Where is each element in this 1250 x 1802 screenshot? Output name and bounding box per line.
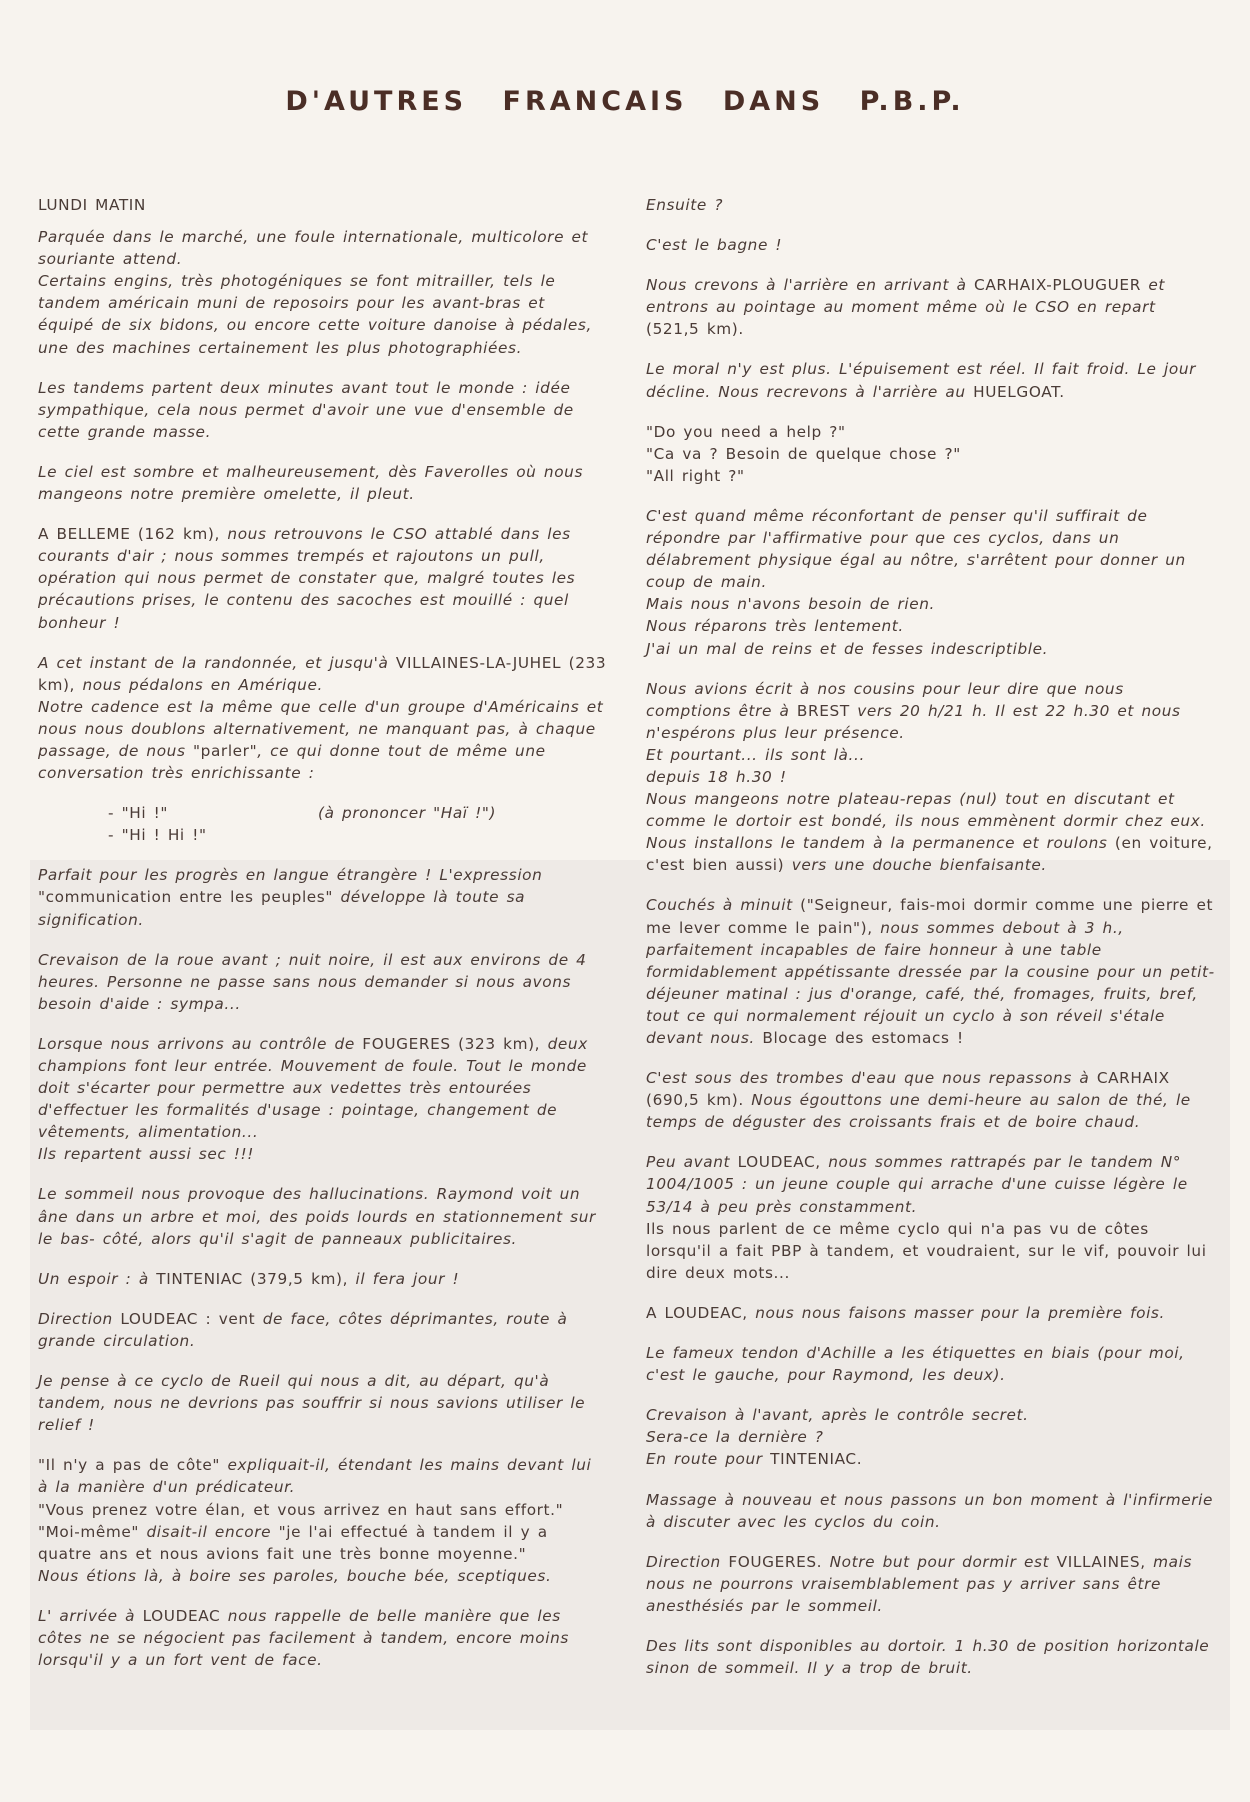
paragraph [38,696,608,784]
roman-text: "Moi-même" [38,1522,147,1541]
paragraph [646,1067,1216,1133]
paragraph [38,652,608,696]
italic-text: deux champions font leur entrée. Mouvement de foule. Tout le monde doit s'écarter pour permettre aux vedettes très entourées d'effectuer les formalités d'usage : pointage, changement de vêtements, alimentation... [38,1034,588,1142]
italic-text: développe là toute sa signification. [38,888,526,929]
dialogue-note: (à prononcer "Haï !") [318,804,497,823]
italic-text: C'est quand même réconfortant de penser qu'il suffirait de répondre par l'affirmative pour que ces cyclos, dans un délabrement physique égal au nôtre, s'arrêtent pour donner un coup de main. [646,506,1186,592]
italic-text: il fera jour ! [355,1269,460,1288]
italic-text: et entrons au pointage au moment même où le CSO en repart [646,276,1165,317]
paragraph [646,358,1216,402]
roman-text: A BELLEME (162 km), [38,525,228,544]
paragraph [646,274,1216,340]
roman-text: "communication entre les peuples" [38,888,341,907]
paragraph [646,593,1216,615]
italic-text: Un espoir : à [38,1269,157,1288]
italic-text: nous sommes rattrapés par le tandem N° 1004/1005 : un jeune couple qui arrache d'une cuisse légère le 53/14 à peu près constamment. [646,1153,1188,1216]
paragraph [646,1426,1216,1448]
italic-text: C'est le bagne ! [646,236,783,255]
dialogue-quote: - "Hi ! Hi !" [108,826,207,845]
roman-text: BREST [796,701,850,720]
paragraph [646,1151,1216,1217]
roman-text: (521,5 km). [646,320,744,339]
italic-text: Direction [38,1309,121,1328]
paragraph [38,864,608,930]
italic-text: mais nous ne pourrons vraisemblablement pas y arriver sans être anesthésiés par le sommeil. [646,1552,1193,1615]
italic-text: Le moral n'y est plus. L'épuisement est réel. Il fait froid. Le jour décline. Nous recrevons à l'arrière au [646,360,1197,401]
paragraph [646,766,1216,788]
paragraph [38,1605,608,1671]
italic-text: Crevaison à l'avant, après le contrôle secret. [646,1406,1029,1425]
roman-text: "Il n'y a pas de côte" [38,1456,228,1475]
italic-text: nous pédalons en Amérique. [82,675,323,694]
roman-text: CARHAIX-PLOUGUER [974,276,1141,295]
dialogue-quote: - "Hi !" [108,804,169,823]
roman-text: "parler" [193,741,258,760]
italic-text: Nous avions écrit à nos cousins pour leur dire que nous comptions être à [646,679,1124,720]
paragraph [646,465,1216,487]
italic-text: Notre but pour dormir est [829,1552,1057,1571]
italic-text: Les tandems partent deux minutes avant tout le monde : idée sympathique, cela nous permet d'avoir une vue d'ensemble de cette grande masse. [38,378,574,441]
italic-text: vers 20 h/21 h. Il est 22 h.30 et nous n'espérons plus leur présence. [646,701,1181,742]
italic-text: Le sommeil nous provoque des hallucinations. Raymond voit un âne dans un arbre et moi, des poids lourds en stationnement sur le bas- côté, alors qu'il s'agit de panneaux publicitaires. [38,1185,596,1248]
roman-text: LOUDEAC : vent [120,1309,263,1328]
paragraph [646,505,1216,593]
roman-text: "Do you need a help ?" [646,422,846,441]
italic-text: Sera-ce la dernière ? [646,1428,824,1447]
roman-text: "All right ?" [646,466,745,485]
paragraph [38,1565,608,1587]
roman-text: VILLAINES, [1056,1552,1146,1571]
italic-text: Nous étions là, à boire ses paroles, bouche bée, sceptiques. [38,1566,552,1585]
italic-text: Je pense à ce cyclo de Rueil qui nous a dit, au départ, qu'à tandem, nous ne devrions pas souffrir si nous savions utiliser le relief ! [38,1372,586,1435]
left-paragraphs-main [38,864,608,1671]
italic-text: Des lits sont disponibles au dortoir. 1 h.30 de position horizontale sinon de sommeil. Il y a trop de bruit. [646,1636,1210,1678]
paragraph [646,1404,1216,1426]
paragraph [646,638,1216,660]
italic-text: Crevaison de la roue avant ; nuit noire, il est aux environs de 4 heures. Personne ne passe sans nous demander si nous avons besoin d'aide : sympa... [38,950,587,1013]
italic-text: de face, côtes déprimantes, route à grande circulation. [38,1309,568,1350]
italic-text: depuis 18 h.30 ! [646,767,787,786]
italic-text: Peu avant [646,1153,738,1172]
roman-text: A LOUDEAC, [646,1303,756,1322]
paragraph [646,832,1216,876]
italic-text: vers une douche bienfaisante. [791,856,1047,875]
right-column [646,194,1216,1697]
italic-text: Et pourtant... ils sont là... [646,745,865,764]
paragraph [646,894,1216,1049]
italic-text: Le ciel est sombre et malheureusement, dès Faverolles où nous mangeons notre première omelette, il pleut. [38,462,584,504]
roman-text: CARHAIX (690,5 km). [646,1069,1170,1110]
italic-text: nous rappelle de belle manière que les côtes ne se négocient pas facilement à tandem, encore moins lorsqu'il y a un fort vent de face. [38,1606,569,1670]
paragraph [38,1183,608,1249]
paragraph [646,615,1216,637]
italic-text: nous retrouvons le CSO attablé dans les courants d'air ; nous sommes trempés et rajoutons un pull, opération qui nous permet de constater que, malgré toutes les précautions prises, le contenu des sacoches est mouillé : quel bonheur ! [38,525,576,632]
paragraph [38,949,608,1015]
italic-text: Couchés à minuit [646,896,801,915]
italic-text: Parfait pour les progrès en langue étrangère ! L'expression [38,866,543,885]
italic-text: Nous réparons très lentement. [646,617,904,636]
paragraph [38,377,608,443]
italic-text: , ce qui donne tout de même une conversation très enrichissante : [38,741,546,783]
paragraph [646,1302,1216,1324]
roman-text: "je l'ai effectué à tandem il y a quatre ans et nous avions fait une très bonne moyenne." [38,1522,548,1563]
section-heading: LUNDI MATIN [38,196,146,214]
paragraph [646,1218,1216,1284]
roman-text: (en voiture, c'est bien aussi) [646,834,1213,875]
paragraph [38,270,608,358]
roman-text: FOUGERES. [728,1552,830,1571]
italic-text: En route pour [646,1450,771,1469]
italic-text: Massage à nouveau et nous passons un bon moment à l'infirmerie à discuter avec les cyclos du coin. [646,1490,1214,1531]
italic-text: disait-il encore [146,1522,279,1541]
italic-text: expliquait-il, étendant les mains devant lui à la manière d'un prédicateur. [38,1456,592,1497]
italic-text: Nous mangeons notre plateau-repas (nul) tout en discutant et comme le dortoir est bondé, ils nous emmènent dormir chez eux. [646,790,1206,831]
dialogue-block [38,802,608,846]
roman-text: "Vous prenez votre élan, et vous arrivez en haut sans effort." [38,1500,564,1519]
italic-text: J'ai un mal de reins et de fesses indescriptible. [646,639,1049,658]
italic-text: L' arrivée à [38,1606,143,1625]
italic-text: nous sommes debout à 3 h., parfaitement incapables de faire honneur à une table formidablement appétissante dressée par la cousine pour un petit-déjeuner matinal : jus d'orange, café, thé, fromages, fruits, bref, tout ce qui normalement réjouit un cyclo à son réveil s'étale devant nous. [646,918,1215,1047]
roman-text: Ils nous parlent de ce même cyclo qui n'a pas vu de côtes lorsqu'il a fait PBP à tandem, et voudraient, sur le vif, pouvoir lui dire deux mots... [646,1219,1207,1282]
paragraph [646,443,1216,465]
italic-text: Lorsque nous arrivons au contrôle de [38,1034,363,1053]
paragraph [38,1454,608,1498]
paragraph [646,1551,1216,1617]
paragraph [38,461,608,505]
roman-text: LOUDEAC, [737,1153,829,1172]
roman-text: HUELGOAT. [973,382,1065,401]
dialogue-line [38,802,608,824]
paragraph [38,523,608,633]
paragraph [38,1143,608,1165]
paragraph [646,234,1216,256]
italic-text: Nous crevons à l'arrière en arrivant à [646,276,975,295]
paragraph [646,744,1216,766]
paragraph [38,1499,608,1521]
right-paragraphs [646,194,1216,1679]
paragraph [38,1370,608,1436]
roman-text: LOUDEAC [142,1606,228,1625]
paragraph [646,1448,1216,1470]
roman-text: Blocage des estomacs ! [762,1029,964,1047]
italic-text: Ensuite ? [646,196,724,214]
italic-text: Le fameux tendon d'Achille a les étiquettes en biais (pour moi, c'est le gauche, pour Raymond, les deux). [646,1344,1185,1385]
dialogue-line [38,824,608,846]
italic-text: Notre cadence est la même que celle d'un groupe d'Américains et nous nous doublons alternativement, ne manquant pas, à chaque passage, de nous [38,697,604,760]
italic-text: Nous installons le tandem à la permanence et roulons [646,834,1115,853]
paragraph [646,1489,1216,1533]
roman-text: "Ca va ? Besoin de quelque chose ?" [646,444,961,463]
roman-text: TINTENIAC (379,5 km), [156,1269,356,1288]
paragraph [646,788,1216,832]
italic-text: C'est sous des trombes d'eau que nous repassons à [646,1069,1097,1088]
roman-text: TINTENIAC. [770,1450,863,1469]
roman-text: VILLAINES-LA-JUHEL (233 km), [38,653,607,694]
paragraph [646,1342,1216,1386]
italic-text: Mais nous n'avons besoin de rien. [646,595,935,614]
paragraph [38,1268,608,1290]
paragraph [646,421,1216,443]
left-paragraphs-intro [38,226,608,784]
paragraph [646,1635,1216,1679]
italic-text: Nous égouttons une demi-heure au salon de thé, le temps de déguster des croissants frais et de boire chaud. [646,1091,1191,1132]
paragraph [38,1033,608,1143]
roman-text: FOUGERES (323 km), [362,1034,541,1053]
paragraph [38,226,608,270]
italic-text: Certains engins, très photogéniques se font mitrailler, tels le tandem américain muni de reposoirs pour les avant-bras et équipé de six bidons, ou encore cette voiture danoise à pédales, une des machines certainement les plus photographiées. [38,272,592,357]
roman-text: ("Seigneur, fais-moi dormir comme une pierre et me lever comme le pain"), [646,896,1214,937]
italic-text: A cet instant de la randonnée, et jusqu'à [38,653,396,672]
page-title: D'AUTRES FRANCAIS DANS P.B.P. [285,86,965,118]
paragraph [646,194,1216,216]
italic-text: Direction [646,1552,729,1571]
left-column [38,194,608,1689]
italic-text: Parquée dans le marché, une foule internationale, multicolore et souriante attend. [38,228,589,269]
italic-text: Ils repartent aussi sec !!! [38,1145,255,1164]
paragraph [38,1521,608,1565]
italic-text: nous nous faisons masser pour la première fois. [755,1303,1165,1322]
paragraph [646,678,1216,744]
paragraph [38,1308,608,1352]
